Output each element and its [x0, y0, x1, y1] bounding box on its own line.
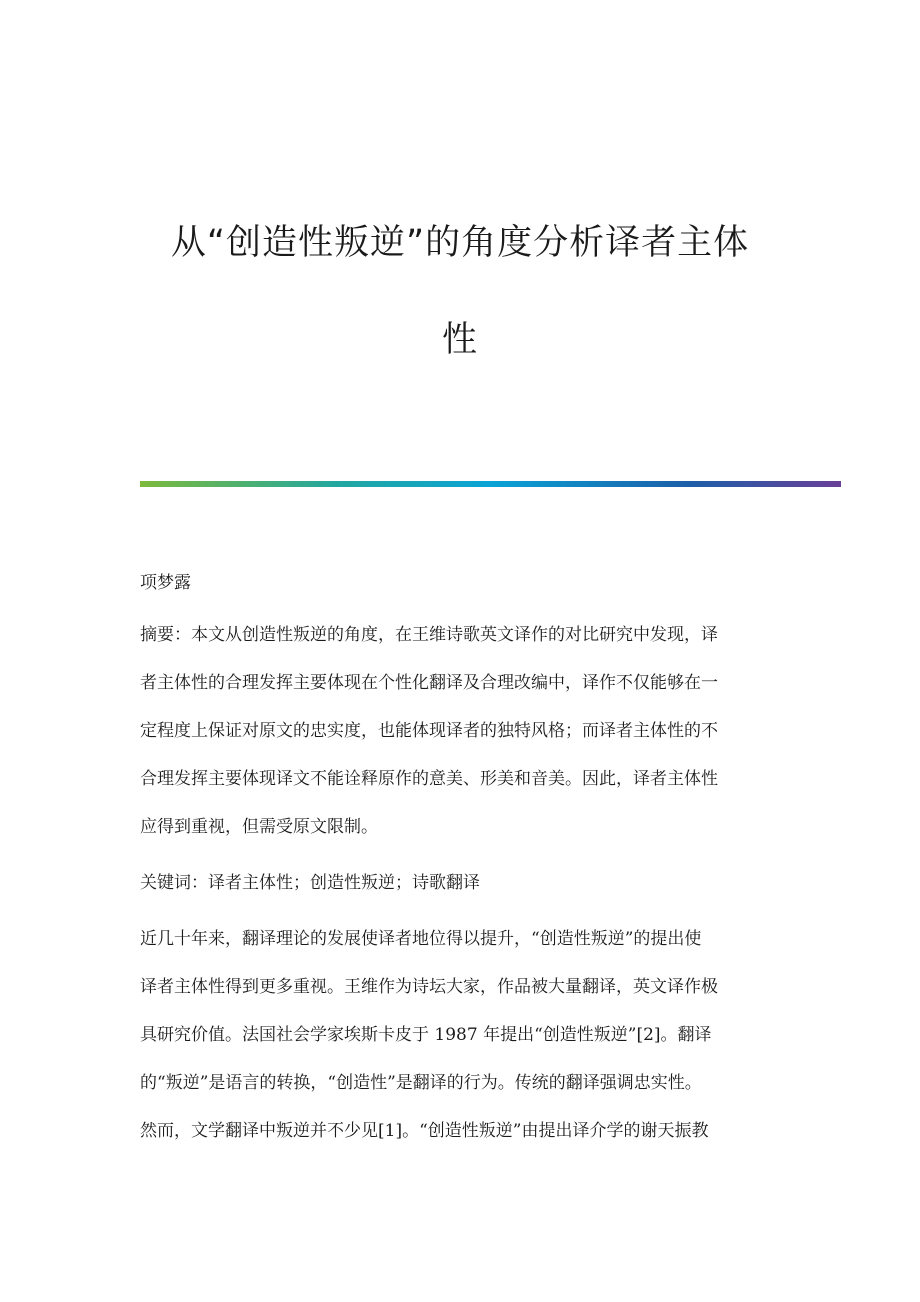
abstract-line: 合理发挥主要体现译文不能诠释原作的意美、形美和音美。因此，译者主体性	[140, 769, 718, 789]
abstract-line: 摘要：本文从创造性叛逆的角度，在王维诗歌英文译作的对比研究中发现，译	[140, 625, 718, 645]
body-line: 近几十年来，翻译理论的发展使译者地位得以提升，“创造性叛逆”的提出使	[140, 929, 702, 949]
body-paragraph	[140, 915, 780, 1155]
document-title-line-2: 性	[441, 320, 478, 360]
abstract-line: 应得到重视，但需受原文限制。	[140, 817, 378, 837]
gradient-divider	[140, 481, 841, 487]
abstract-line: 者主体性的合理发挥主要体现在个性化翻译及合理改编中，译作不仅能够在一	[140, 673, 718, 693]
document-title-line-1: 从“创造性叛逆”的角度分析译者主体	[170, 223, 750, 263]
body-line: 具研究价值。法国社会学家埃斯卡皮于 1987 年提出“创造性叛逆”[2]。翻译	[140, 1025, 712, 1045]
author-name: 项梦露	[140, 573, 191, 593]
body-line: 然而，文学翻译中叛逆并不少见[1]。“创造性叛逆”由提出译介学的谢天振教	[140, 1121, 709, 1141]
body-line: 译者主体性得到更多重视。王维作为诗坛大家，作品被大量翻译，英文译作极	[140, 977, 718, 997]
abstract-line: 定程度上保证对原文的忠实度，也能体现译者的独特风格；而译者主体性的不	[140, 721, 718, 741]
keywords-line: 关键词：译者主体性；创造性叛逆；诗歌翻译	[140, 873, 480, 893]
abstract-paragraph	[140, 611, 780, 851]
body-line: 的“叛逆”是语言的转换，“创造性”是翻译的行为。传统的翻译强调忠实性。	[140, 1073, 702, 1093]
